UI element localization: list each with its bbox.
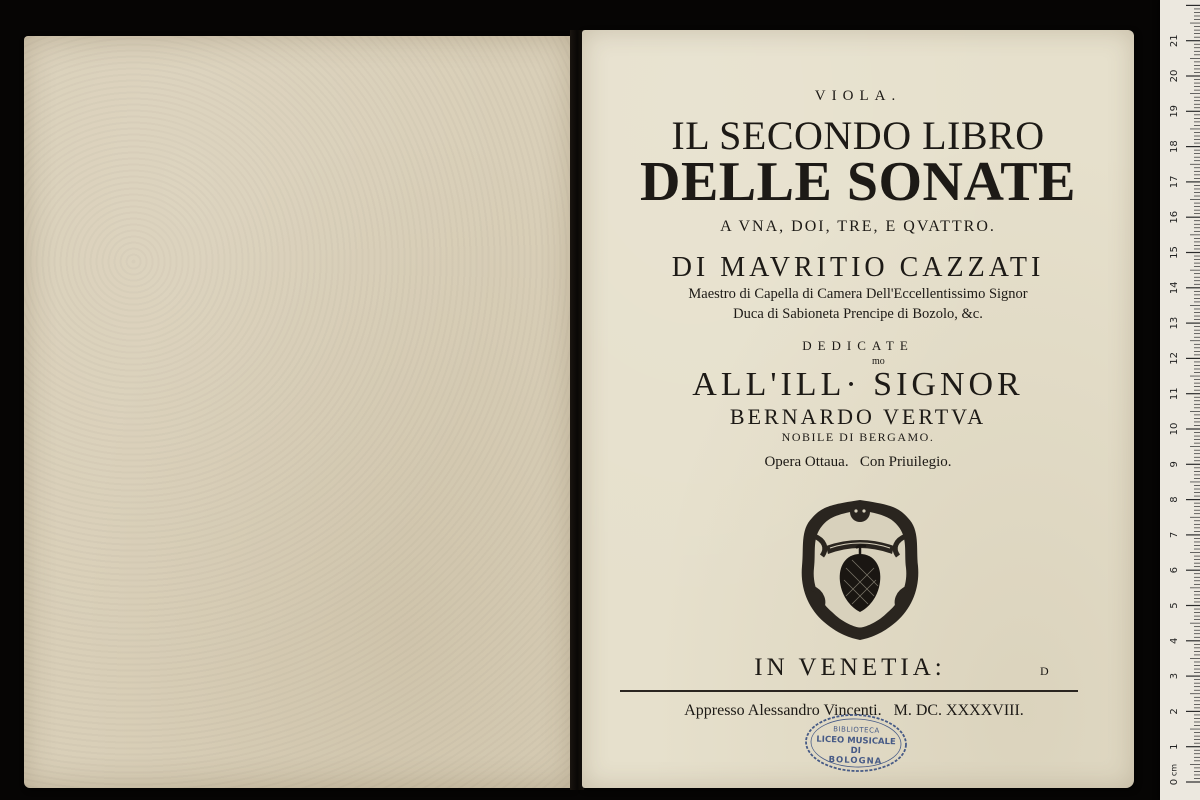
title-line-1: IL SECONDO LIBRO xyxy=(671,113,1045,158)
ruler-tick-label: 0 xyxy=(1169,778,1180,786)
stamp-line-2: LICEO MUSICALE xyxy=(816,734,896,748)
dedication-word: DEDICATE xyxy=(802,338,914,353)
imprint: Appresso Alessandro Vincenti. M. DC. XXXXVIII. xyxy=(684,702,1024,719)
ruler-tick-label: 18 xyxy=(1169,140,1180,153)
author-name: DI MAVRITIO CAZZATI xyxy=(671,252,1045,283)
author-role-line-1: Maestro di Capella di Camera Dell'Eccellentissimo Signor xyxy=(688,286,1028,302)
part-name: VIOLA. xyxy=(814,88,902,104)
dedication-superscript: mo xyxy=(872,356,885,367)
subtitle: A VNA, DOI, TRE, E QVATTRO. xyxy=(720,218,996,235)
ruler-tick-label: 4 xyxy=(1169,637,1180,644)
ruler-tick-label: 21 xyxy=(1169,34,1180,48)
ruler-tick-label: 20 xyxy=(1169,69,1180,83)
ruler-tick-label: 2 xyxy=(1169,708,1180,715)
dedicatee-line-2: BERNARDO VERTVA xyxy=(729,404,987,429)
ruler-tick-label: 14 xyxy=(1169,281,1180,295)
author-role-line-2: Duca di Sabioneta Prencipe di Bozolo, &c. xyxy=(733,306,983,322)
imprint-rule xyxy=(620,690,1078,692)
ruler-tick-label: 13 xyxy=(1169,316,1180,330)
dedicatee-line-1: ALL'ILL· SIGNOR xyxy=(692,366,1024,403)
ruler-tick-label: 9 xyxy=(1169,461,1180,468)
ruler-tick-label: 10 xyxy=(1169,422,1180,436)
measuring-ruler xyxy=(1160,0,1200,800)
place-of-printing: IN VENETIA: xyxy=(754,654,946,681)
ruler-tick-label: 15 xyxy=(1169,246,1180,259)
opus-line: Opera Ottaua. Con Priuilegio. xyxy=(764,454,952,470)
printers-device-icon xyxy=(794,496,926,642)
title-line-2: DELLE SONATE xyxy=(640,151,1076,213)
ruler-tick-label: 6 xyxy=(1169,567,1180,574)
ruler-tick-label: 16 xyxy=(1169,210,1180,224)
ruler-tick-label: 5 xyxy=(1169,602,1180,609)
title-page xyxy=(582,30,1134,788)
ruler-tick-label: 7 xyxy=(1169,531,1180,539)
ruler-tick-label: 1 xyxy=(1169,743,1180,750)
ruler-tick-label: 11 xyxy=(1169,387,1180,401)
stamp-line-4: BOLOGNA xyxy=(828,755,883,767)
ruler-tick-label: 8 xyxy=(1169,496,1180,503)
stamp-line-1: BIBLIOTECA xyxy=(833,725,880,735)
library-stamp xyxy=(803,711,909,775)
dedicatee-line-3: NOBILE DI BERGAMO. xyxy=(781,430,935,444)
ruler-tick-label: 3 xyxy=(1169,672,1180,680)
blank-left-page xyxy=(24,36,572,788)
stamp-line-3: DI xyxy=(850,745,862,757)
ruler-tick-label: 17 xyxy=(1169,175,1180,189)
ruler-unit-label: cm xyxy=(1169,763,1179,777)
ruler-tick-label: 19 xyxy=(1169,104,1180,118)
signature-mark: D xyxy=(1040,664,1049,678)
ruler-tick-label: 12 xyxy=(1169,352,1180,365)
